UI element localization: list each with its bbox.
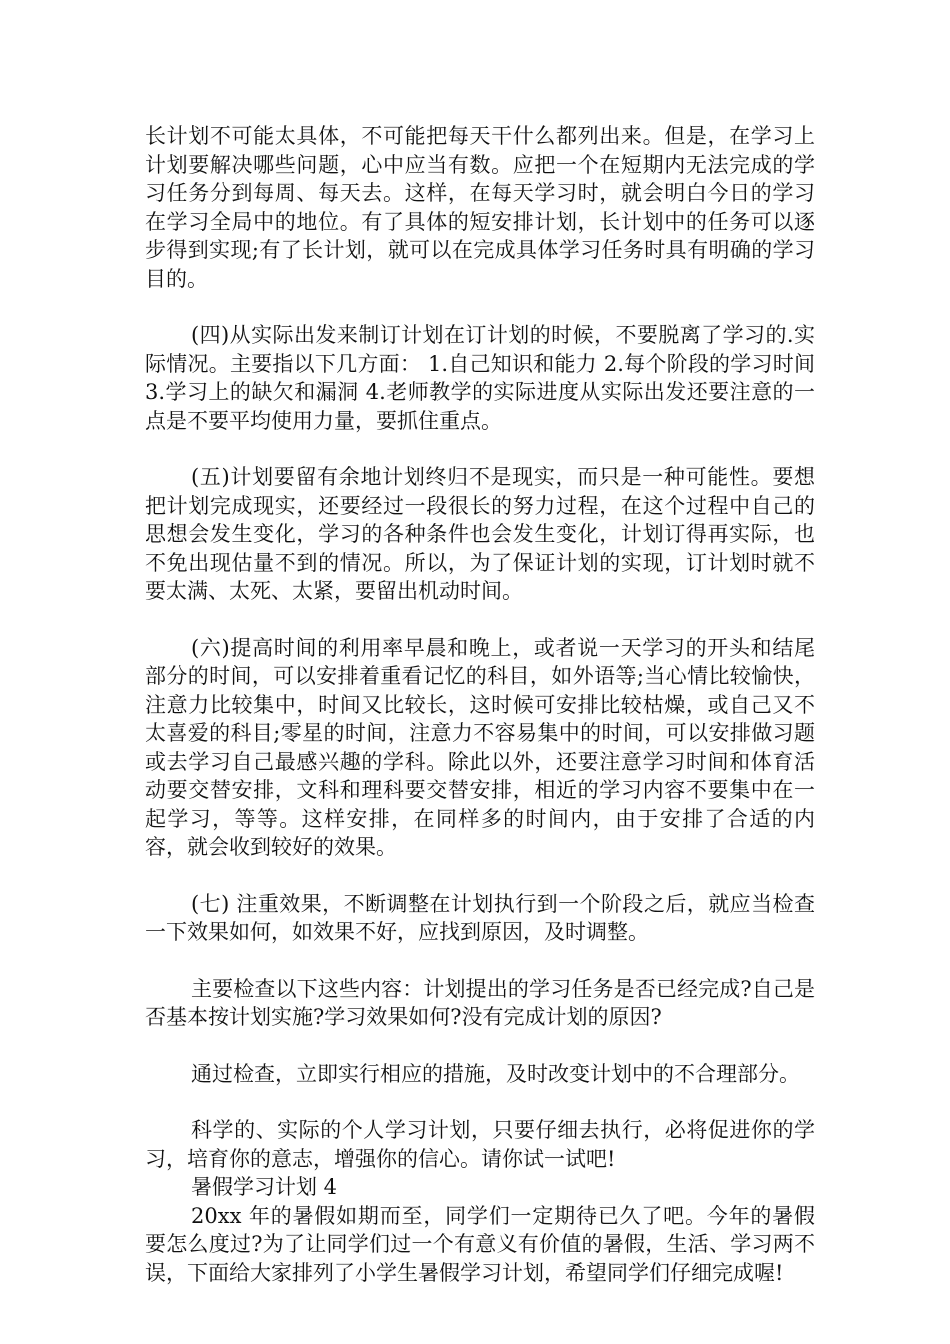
paragraph-conclusion: 科学的、实际的个人学习计划，只要仔细去执行，必将促进你的学习，培育你的意志，增强你的信心。请你试一试吧! xyxy=(145,1118,815,1171)
paragraph-section-4: (四)从实际出发来制订计划在订计划的时候，不要脱离了学习的.实际情况。主要指以下几方面： 1.自己知识和能力 2.每个阶段的学习时间 3.学习上的缺欠和漏洞 4.老师教学的实际进度从实际出发还要注意的一点是不要平均使用力量，要抓住重点。 xyxy=(145,323,815,433)
paragraph-section-6: (六)提高时间的利用率早晨和晚上，或者说一天学习的开头和结尾部分的时间，可以安排着重看记忆的科目，如外语等;当心情比较愉快，注意力比较集中，时间又比较长，这时候可安排比较枯燥，或自己又不太喜爱的科目;零星的时间，注意力不容易集中的时间，可以安排做习题或去学习自己最感兴趣的学科。除此以外，还要注意学习时间和体育活动要交替安排，文科和理科要交替安排，相近的学习内容不要集中在一起学习，等等。这样安排，在同样多的时间内，由于安排了合适的内容，就会收到较好的效果。 xyxy=(145,635,815,859)
paragraph-check-content: 主要检查以下这些内容：计划提出的学习任务是否已经完成?自己是否基本按计划实施?学习效果如何?没有完成计划的原因? xyxy=(145,976,815,1029)
document-body xyxy=(145,122,815,1287)
paragraph-summer-intro: 20xx 年的暑假如期而至，同学们一定期待已久了吧。今年的暑假要怎么度过?为了让同学们过一个有意义有价值的暑假，生活、学习两不误，下面给大家排列了小学生暑假学习计划，希望同学们仔细完成喔! xyxy=(145,1203,815,1285)
paragraph-section-5: (五)计划要留有余地计划终归不是现实，而只是一种可能性。要想把计划完成现实，还要经过一段很长的努力过程，在这个过程中自己的思想会发生变化，学习的各种条件也会发生变化，计划订得再实际，也不免出现估量不到的情况。所以，为了保证计划的实现，订计划时就不要太满、太死、太紧，要留出机动时间。 xyxy=(145,465,815,603)
section-heading: 暑假学习计划 4 xyxy=(191,1175,338,1199)
paragraph-long-term-plan: 长计划不可能太具体，不可能把每天干什么都列出来。但是，在学习上计划要解决哪些问题，心中应当有数。应把一个在短期内无法完成的学习任务分到每周、每天去。这样，在每天学习时，就会明白今日的学习在学习全局中的地位。有了具体的短安排计划，长计划中的任务可以逐步得到实现;有了长计划，就可以在完成具体学习任务时具有明确的学习目的。 xyxy=(145,124,815,291)
paragraph-section-7: (七) 注重效果，不断调整在计划执行到一个阶段之后，就应当检查一下效果如何，如效果不好，应找到原因，及时调整。 xyxy=(145,891,815,944)
paragraph-adjust: 通过检查，立即实行相应的措施，及时改变计划中的不合理部分。 xyxy=(191,1061,800,1086)
